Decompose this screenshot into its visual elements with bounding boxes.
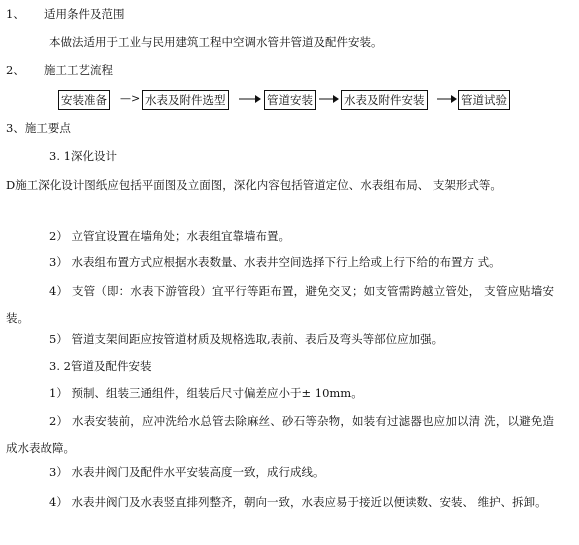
item-3-1-4: 4） 支管（即：水表下游管段）宜平行等距布置，避免交叉；如支管需跨越立管处， 支管应贴墙安装。 [6, 284, 554, 325]
flow-arrow-4-icon [436, 91, 458, 107]
process-flow-diagram [58, 90, 528, 112]
flow-arrow-3-icon [318, 91, 340, 107]
item-3-1-1: D施工深化设计图纸应包括平面图及立面图，深化内容包括管道定位、水表组布局、 支架形式等。 [6, 178, 502, 192]
item-3-1-2: 2） 立管宜设置在墙角处；水表组宜靠墙布置。 [49, 229, 290, 243]
flow-step-meter-installation: 水表及附件安装 [341, 90, 428, 110]
section-1-body: 本做法适用于工业与民用建筑工程中空调水管井管道及配件安装。 [49, 35, 383, 49]
item-3-2-1: 1） 预制、组装三通组件，组装后尺寸偏差应小于± 10mm。 [49, 386, 363, 400]
section-2-heading [6, 62, 113, 78]
flow-step-meter-selection: 水表及附件选型 [142, 90, 229, 110]
subsection-3-2-heading: 3. 2管道及配件安装 [49, 359, 152, 373]
section-3-heading: 3、施工要点 [6, 121, 71, 135]
section-1-title: 适用条件及范围 [44, 7, 125, 21]
flow-step-pipe-installation: 管道安装 [264, 90, 316, 110]
flow-step-preparation: 安装准备 [58, 90, 110, 110]
item-3-2-3: 3） 水表井阀门及配件水平安装高度一致，成行成线。 [49, 465, 325, 479]
flow-arrow-1: —> [120, 92, 141, 105]
item-3-2-4: 4） 水表井阀门及水表竖直排列整齐，朝向一致，水表应易于接近以便读数、安装、 维护、拆卸。 [49, 495, 547, 509]
subsection-3-1-heading: 3. 1深化设计 [49, 149, 117, 163]
section-2-number: 2、 [6, 63, 25, 77]
item-3-1-5: 5） 管道支架间距应按管道材质及规格选取,表前、表后及弯头等部位应加强。 [49, 332, 444, 346]
section-2-title: 施工工艺流程 [44, 63, 113, 77]
section-1-number: 1、 [6, 7, 25, 21]
item-3-2-2: 2） 水表安装前，应冲洗给水总管去除麻丝、砂石等杂物，如装有过滤器也应加以清 洗，以避免造成水表故障。 [6, 414, 554, 455]
section-1-heading [6, 6, 125, 22]
flow-step-pipe-testing: 管道试验 [458, 90, 510, 110]
item-3-1-3: 3） 水表组布置方式应根据水表数量、水表井空间选择下行上给或上行下给的布置方 式。 [49, 255, 501, 269]
flow-arrow-2-icon [238, 91, 262, 107]
